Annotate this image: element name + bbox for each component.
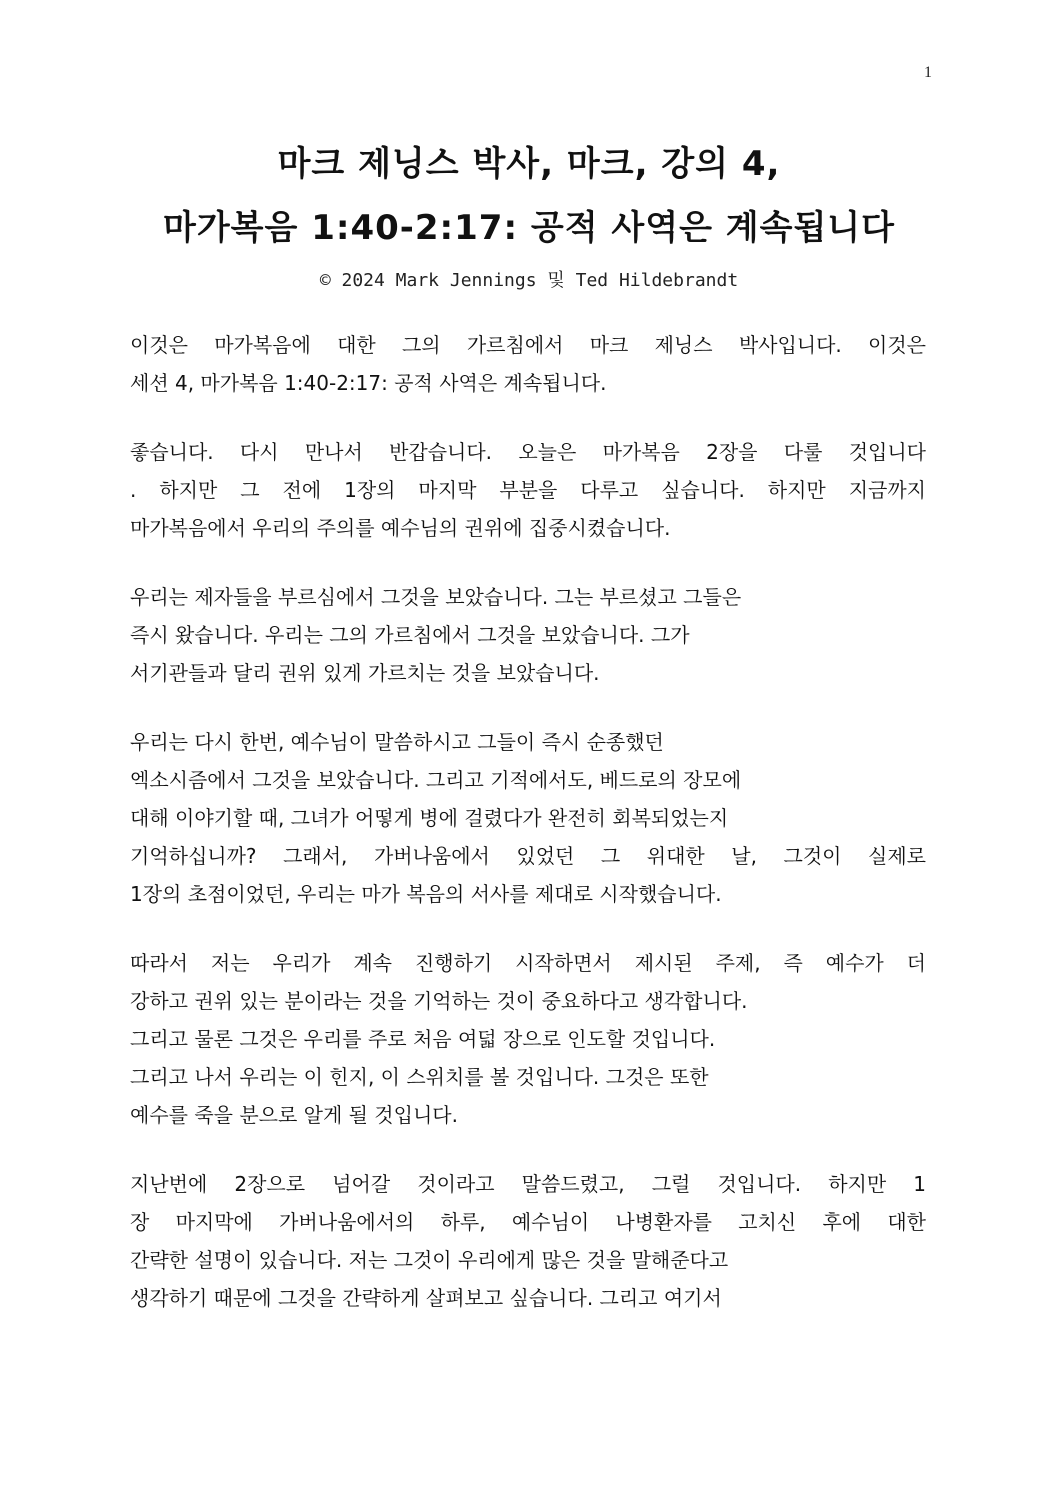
text-line: 예수를 죽을 분으로 알게 될 것입니다. xyxy=(130,1103,458,1127)
paragraph xyxy=(130,578,926,692)
paragraph xyxy=(130,326,926,402)
paragraph xyxy=(130,1165,926,1317)
text-line: 즉시 왔습니다. 우리는 그의 가르침에서 그것을 보았습니다. 그가 xyxy=(130,623,690,647)
paragraph xyxy=(130,944,926,1134)
text-line: 엑소시즘에서 그것을 보았습니다. 그리고 기적에서도, 베드로의 장모에 xyxy=(130,768,742,792)
document-title xyxy=(0,132,1058,260)
title-line: 마크 제닝스 박사, 마크, 강의 4, xyxy=(277,144,781,184)
text-line: 서기관들과 달리 권위 있게 가르치는 것을 보았습니다. xyxy=(130,661,600,685)
text-line: 좋습니다. 다시 만나서 반갑습니다. 오늘은 마가복음 2장을 다룰 것입니다 xyxy=(130,440,926,464)
text-line: 이것은 마가복음에 대한 그의 가르침에서 마크 제닝스 박사입니다. 이것은 xyxy=(130,333,926,357)
text-line: 지난번에 2장으로 넘어갈 것이라고 말씀드렸고, 그럴 것입니다. 하지만 1 xyxy=(130,1172,926,1196)
paragraph xyxy=(130,433,926,547)
text-line: 그리고 나서 우리는 이 힌지, 이 스위치를 볼 것입니다. 그것은 또한 xyxy=(130,1065,709,1089)
text-line: 장 마지막에 가버나움에서의 하루, 예수님이 나병환자를 고치신 후에 대한 xyxy=(130,1210,926,1234)
text-line: 생각하기 때문에 그것을 간략하게 살펴보고 싶습니다. 그리고 여기서 xyxy=(130,1286,722,1310)
text-line: 그리고 물론 그것은 우리를 주로 처음 여덟 장으로 인도할 것입니다. xyxy=(130,1027,716,1051)
text-line: 강하고 권위 있는 분이라는 것을 기억하는 것이 중요하다고 생각합니다. xyxy=(130,989,748,1013)
document-body xyxy=(130,326,926,1348)
text-line: 따라서 저는 우리가 계속 진행하기 시작하면서 제시된 주제, 즉 예수가 더 xyxy=(130,951,926,975)
text-line: 세션 4, 마가복음 1:40-2:17: 공적 사역은 계속됩니다. xyxy=(130,371,607,395)
text-line: 기억하십니까? 그래서, 가버나움에서 있었던 그 위대한 날, 그것이 실제로 xyxy=(130,844,926,868)
page-number: 1 xyxy=(924,64,932,81)
text-line: 마가복음에서 우리의 주의를 예수님의 권위에 집중시켰습니다. xyxy=(130,516,671,540)
title-line: 마가복음 1:40-2:17: 공적 사역은 계속됩니다 xyxy=(162,208,895,248)
text-line: 우리는 다시 한번, 예수님이 말씀하시고 그들이 즉시 순종했던 xyxy=(130,730,664,754)
text-line: 1장의 초점이었던, 우리는 마가 복음의 서사를 제대로 시작했습니다. xyxy=(130,882,722,906)
copyright-notice: © 2024 Mark Jennings 및 Ted Hildebrandt xyxy=(319,270,739,291)
text-line: . 하지만 그 전에 1장의 마지막 부분을 다루고 싶습니다. 하지만 지금까지 xyxy=(130,478,926,502)
text-line: 대해 이야기할 때, 그녀가 어떻게 병에 걸렸다가 완전히 회복되었는지 xyxy=(130,806,729,830)
text-line: 우리는 제자들을 부르심에서 그것을 보았습니다. 그는 부르셨고 그들은 xyxy=(130,585,742,609)
paragraph xyxy=(130,723,926,913)
text-line: 간략한 설명이 있습니다. 저는 그것이 우리에게 많은 것을 말해준다고 xyxy=(130,1248,729,1272)
